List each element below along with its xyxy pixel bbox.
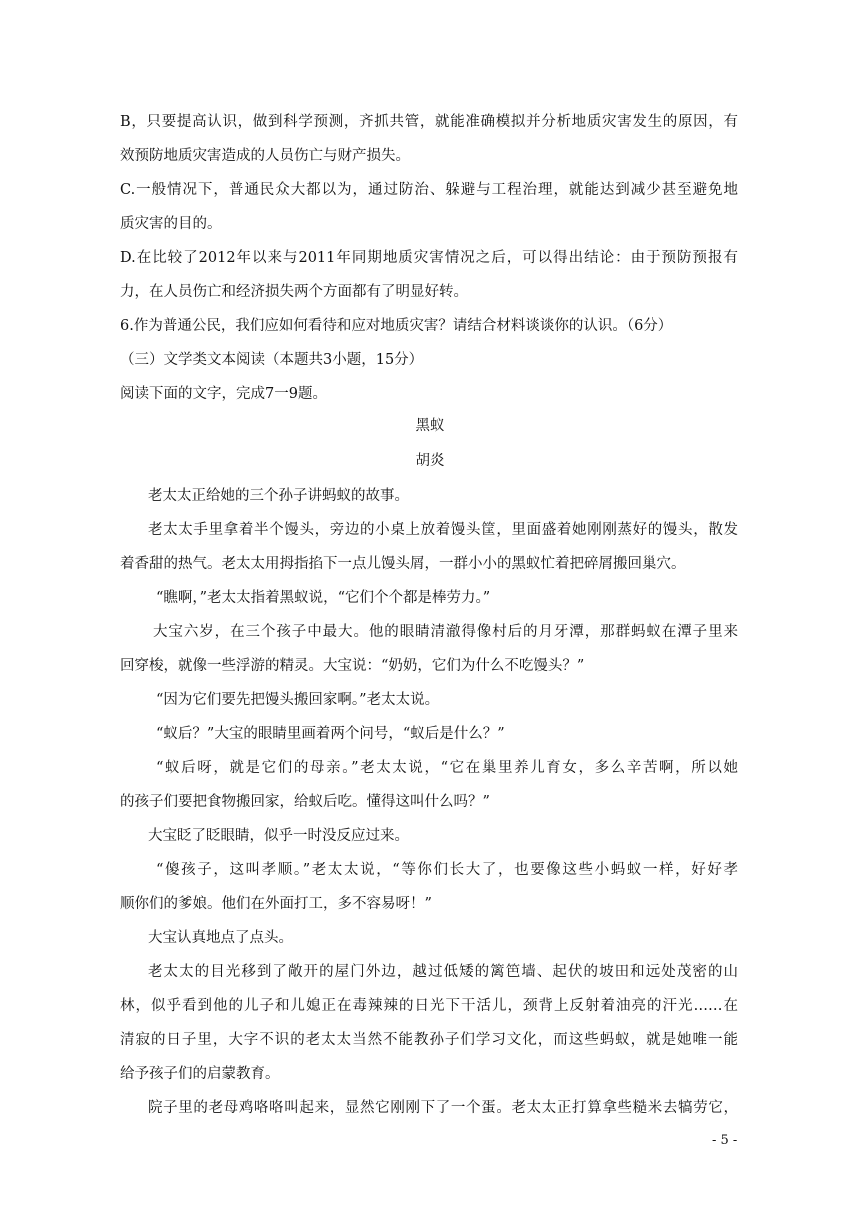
reading-instruction: 阅读下面的文字，完成7一9题。: [120, 386, 327, 402]
option-d-line-2: 力，在人员伤亡和经济损失两个方面都有了明显好转。: [120, 284, 468, 300]
story-paragraph-4-line-2: 回穿梭，就像一些浮游的精灵。大宝说：“奶奶，它们为什么不吃馒头？”: [120, 658, 585, 674]
story-paragraph-8: 大宝眨了眨眼睛，似乎一时没反应过来。: [148, 828, 409, 844]
option-c-line-2: 质灾害的目的。: [120, 216, 222, 232]
story-paragraph-7-line-2: 的孩子们要把食物搬回家，给蚁后吃。懂得这叫什么吗？”: [120, 794, 490, 810]
option-d-line-1: D.在比较了2012年以来与2011年同期地质灾害情况之后，可以得出结论：由于预防预报有: [120, 250, 738, 266]
story-paragraph-2-line-2: 着香甜的热气。老太太用拇指掐下一点儿馒头屑，一群小小的黑蚁忙着把碎屑搬回巢穴。: [120, 556, 686, 572]
section-heading: （三）文学类文本阅读（本题共3小题，15分）: [120, 352, 424, 368]
page-number: - 5 -: [712, 1133, 738, 1148]
story-paragraph-7-line-1: “蚁后呀，就是它们的母亲。”老太太说，“它在巢里养儿育女，多么辛苦啊，所以她: [156, 760, 738, 776]
option-b-line-2: 效预防地质灾害造成的人员伤亡与财产损失。: [120, 148, 410, 164]
story-author: 胡炎: [415, 453, 445, 469]
question-6: 6.作为普通公民，我们应如何看待和应对地质灾害？请结合材料谈谈你的认识。（6分）: [120, 318, 673, 334]
story-paragraph-12-line-1: 院子里的老母鸡咯咯叫起来，显然它刚刚下了一个蛋。老太太正打算拿些糙米去犒劳它，: [148, 1100, 738, 1116]
story-paragraph-2-line-1: 老太太手里拿着半个馒头，旁边的小桌上放着馒头筐，里面盛着她刚刚蒸好的馒头，散发: [148, 522, 738, 538]
story-paragraph-11-line-4: 给予孩子们的启蒙教育。: [120, 1066, 280, 1082]
story-paragraph-11-line-2: 林，似乎看到他的儿子和儿媳正在毒辣辣的日光下干活儿，颈背上反射着油亮的汗光……在: [120, 998, 738, 1014]
story-paragraph-1: 老太太正给她的三个孙子讲蚂蚁的故事。: [148, 488, 409, 504]
story-paragraph-3: “瞧啊，”老太太指着黑蚁说，“它们个个都是棒劳力。”: [156, 590, 491, 606]
story-paragraph-9-line-1: “傻孩子，这叫孝顺。”老太太说，“等你们长大了，也要像这些小蚂蚁一样，好好孝: [156, 862, 738, 878]
story-title: 黑蚁: [415, 418, 445, 434]
story-paragraph-5: “因为它们要先把馒头搬回家啊。”老太太说。: [156, 692, 440, 708]
option-c-line-1: C.一般情况下，普通民众大都以为，通过防治、躲避与工程治理，就能达到减少甚至避免地: [120, 182, 738, 198]
story-paragraph-11-line-3: 清寂的日子里，大字不识的老太太当然不能教孙子们学习文化，而这些蚂蚁，就是她唯一能: [120, 1032, 738, 1048]
story-paragraph-9-line-2: 顺你们的爹娘。他们在外面打工，多不容易呀！”: [120, 896, 432, 912]
story-paragraph-4-line-1: 大宝六岁，在三个孩子中最大。他的眼睛清澈得像村后的月牙潭，那群蚂蚁在潭子里来: [153, 624, 738, 640]
option-b-line-1: B，只要提高认识，做到科学预测，齐抓共管，就能准确模拟并分析地质灾害发生的原因，有: [120, 114, 738, 130]
story-paragraph-6: “蚁后？”大宝的眼睛里画着两个问号，“蚁后是什么？”: [156, 726, 505, 742]
story-paragraph-10: 大宝认真地点了点头。: [148, 930, 293, 946]
story-paragraph-11-line-1: 老太太的目光移到了敞开的屋门外边，越过低矮的篱笆墙、起伏的坡田和远处茂密的山: [148, 964, 738, 980]
